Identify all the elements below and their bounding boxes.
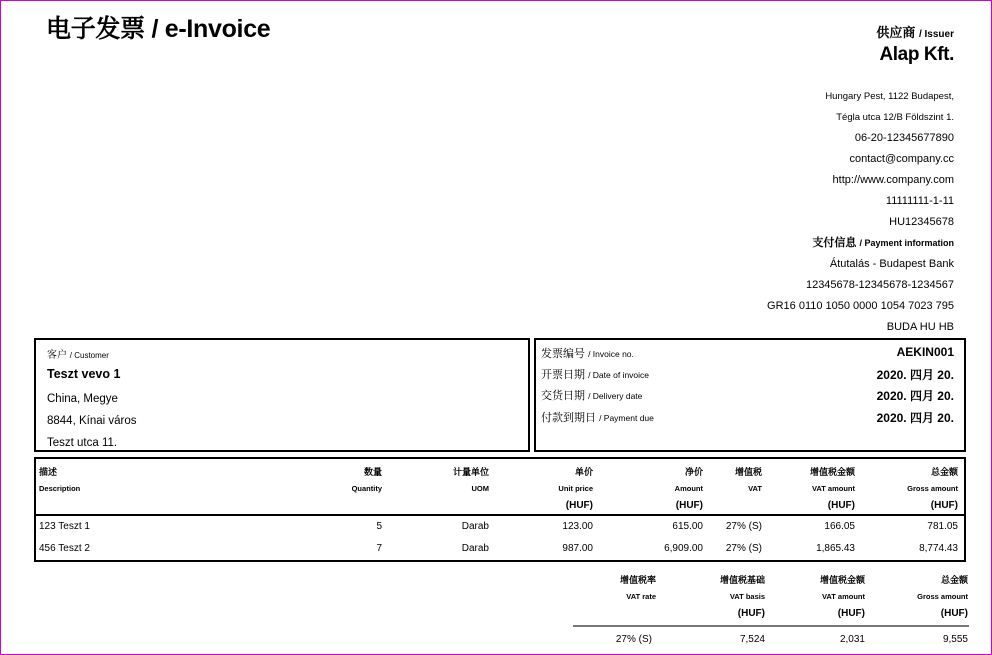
invoice-number: AEKIN001: [896, 345, 954, 359]
row-1-amount: 615.00: [672, 521, 703, 532]
header-quantity: 数量 Quantity: [351, 467, 382, 493]
row-1-unit-price: 123.00: [562, 521, 593, 532]
invoice-date: 2020. 四月 20.: [876, 368, 954, 382]
summary-vat-rate: 27% (S): [615, 634, 652, 645]
row-1-description: 123 Teszt 1: [39, 521, 90, 532]
issuer-email: contact@company.cc: [849, 153, 954, 165]
summary-header-gross-amount: 总金额 Gross amount (HUF): [917, 575, 968, 619]
header-vat: 增值税 VAT: [734, 467, 762, 493]
header-vat-amount: 增值税金额 VAT amount (HUF): [809, 467, 855, 511]
issuer-website: http://www.company.com: [832, 174, 954, 186]
document-title: 电子发票 / e-Invoice: [46, 15, 271, 43]
customer-line-3: Teszt utca 11.: [47, 437, 118, 449]
header-unit-price: 单价 Unit price (HUF): [558, 467, 593, 511]
payment-method: Átutalás - Budapest Bank: [829, 258, 954, 270]
payment-due-row: 付款到期日 / Payment due 2020. 四月 20.: [541, 411, 954, 425]
row-1-vat: 27% (S): [725, 521, 762, 532]
bank-account: 12345678-12345678-1234567: [805, 279, 954, 291]
issuer-tax-id: 11111111-1-11: [885, 195, 954, 207]
customer-line-1: China, Megye: [47, 393, 118, 405]
customer-label: 客户 / Customer: [47, 350, 109, 361]
row-2-vat-amount: 1,865.43: [816, 543, 855, 554]
line-items-table: [34, 457, 966, 562]
customer-box: [34, 338, 530, 452]
customer-line-2: 8844, Kínai város: [47, 415, 137, 427]
header-description: 描述 Description: [39, 467, 81, 493]
issuer-phone: 06-20-12345677890: [854, 132, 954, 144]
issuer-address-2: Tégla utca 12/B Földszint 1.: [836, 112, 954, 123]
iban: GR16 0110 1050 0000 1054 7023 795: [767, 300, 954, 312]
row-2-quantity: 7: [376, 543, 382, 554]
swift: BUDA HU HB: [886, 321, 954, 333]
summary-separator: [573, 625, 969, 627]
header-uom: 计量单位 UOM: [452, 467, 489, 493]
payment-due: 2020. 四月 20.: [876, 411, 954, 425]
customer-name: Teszt vevo 1: [47, 367, 121, 381]
summary-header-vat-basis: 增值税基础 VAT basis (HUF): [719, 575, 765, 619]
payment-info-heading: 支付信息 / Payment information: [812, 237, 954, 249]
delivery-date: 2020. 四月 20.: [876, 389, 954, 403]
delivery-date-row: 交货日期 / Delivery date 2020. 四月 20.: [541, 389, 954, 403]
row-1-gross-amount: 781.05: [927, 521, 958, 532]
invoice-date-row: 开票日期 / Date of invoice 2020. 四月 20.: [541, 368, 954, 382]
row-2-gross-amount: 8,774.43: [919, 543, 958, 554]
row-2-description: 456 Teszt 2: [39, 543, 90, 554]
summary-gross-amount: 9,555: [942, 634, 968, 645]
header-gross-amount: 总金额 Gross amount (HUF): [907, 467, 958, 511]
row-1-uom: Darab: [461, 521, 489, 532]
invoice-info-box: [534, 338, 966, 452]
issuer-heading: 供应商 / Issuer: [876, 25, 954, 40]
issuer-name: Alap Kft.: [879, 44, 954, 65]
summary-vat-basis: 7,524: [739, 634, 765, 645]
row-2-amount: 6,909.00: [664, 543, 703, 554]
summary-header-vat-rate: 增值税率 VAT rate: [619, 575, 656, 601]
issuer-address-1: Hungary Pest, 1122 Budapest,: [825, 91, 954, 102]
summary-vat-amount: 2,031: [839, 634, 865, 645]
invoice-number-row: 发票编号 / Invoice no. AEKIN001: [541, 345, 954, 360]
header-separator: [36, 514, 964, 516]
issuer-details: [767, 86, 954, 338]
row-2-uom: Darab: [461, 543, 489, 554]
issuer-eu-vat: HU12345678: [889, 216, 954, 228]
row-2-vat: 27% (S): [725, 543, 762, 554]
row-1-vat-amount: 166.05: [824, 521, 855, 532]
header-amount: 净价 Amount (HUF): [674, 467, 703, 511]
row-1-quantity: 5: [376, 521, 382, 532]
row-2-unit-price: 987.00: [562, 543, 593, 554]
summary-header-vat-amount: 增值税金额 VAT amount (HUF): [819, 575, 865, 619]
